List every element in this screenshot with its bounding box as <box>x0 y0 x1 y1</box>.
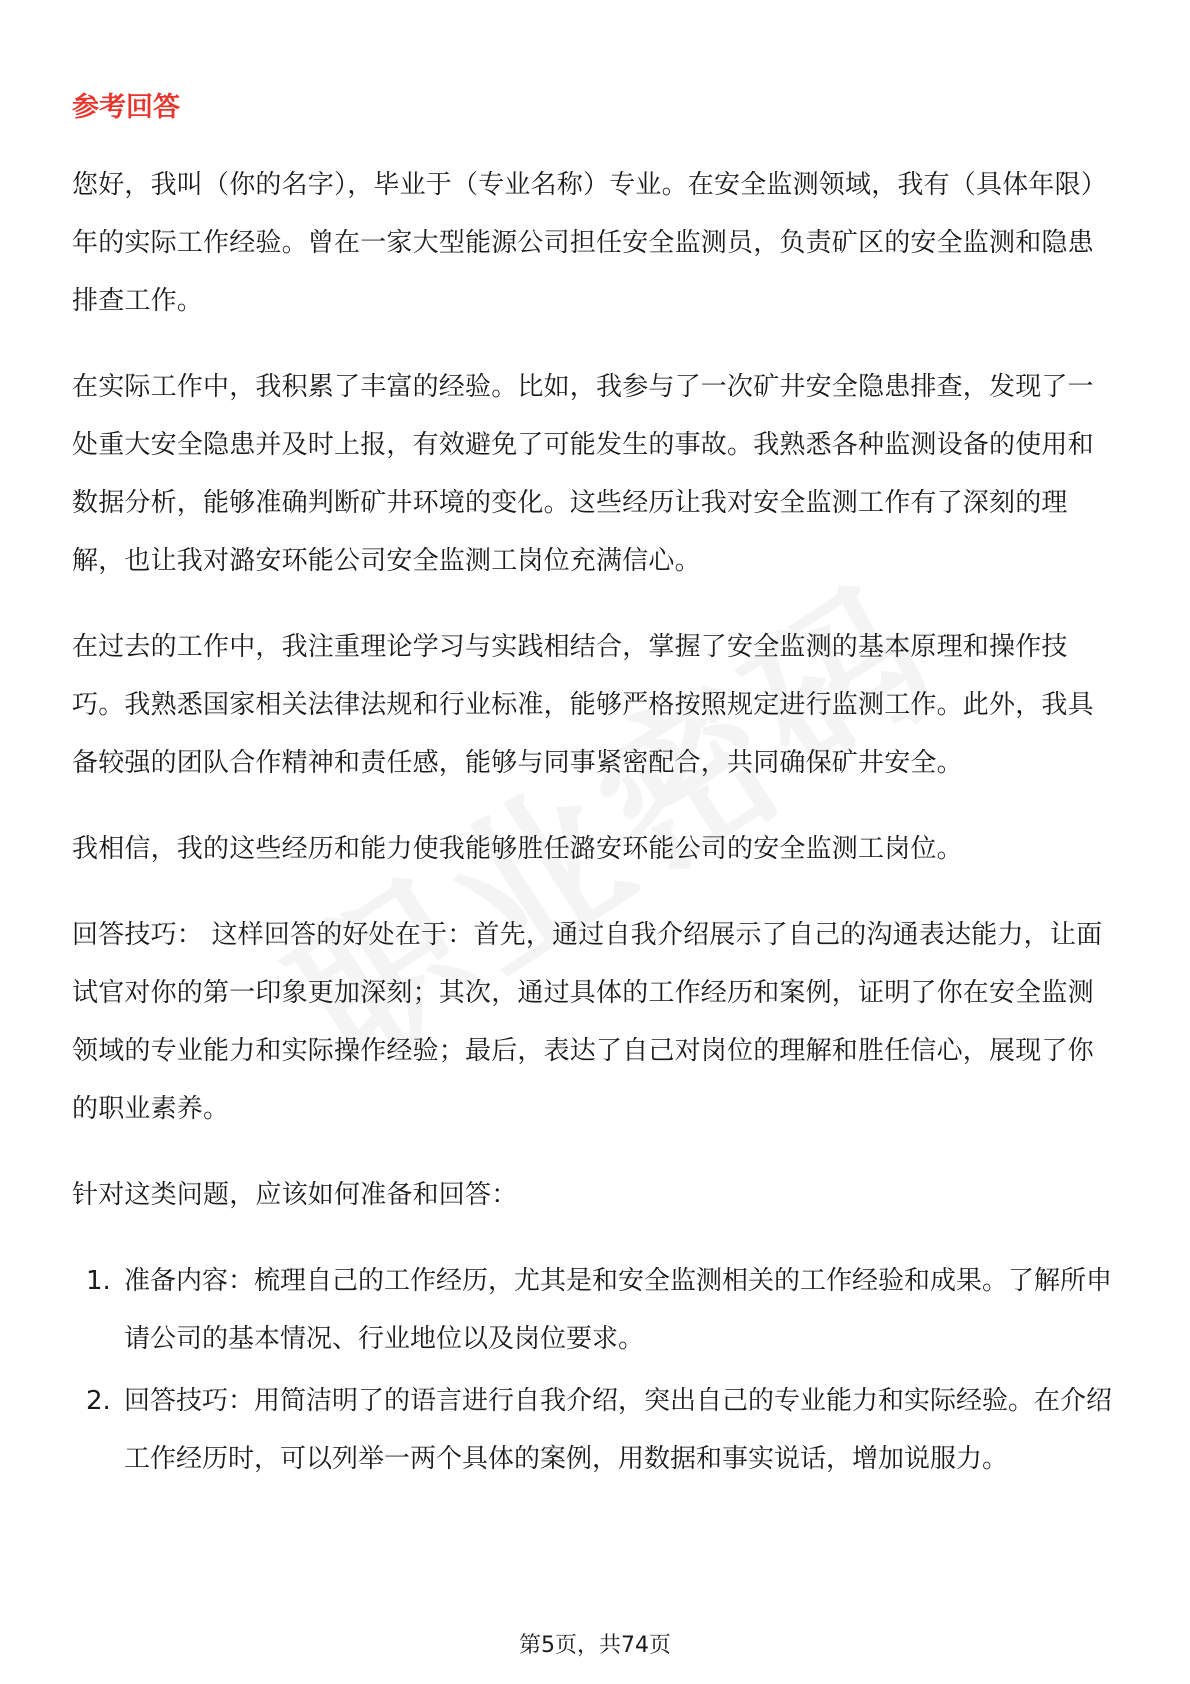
paragraph-experience: 在实际工作中，我积累了丰富的经验。比如，我参与了一次矿井安全隐患排查，发现了一处重大安全隐患并及时上报，有效避免了可能发生的事故。我熟悉各种监测设备的使用和数据分析，能够准确判断矿井环境的变化。这些经历让我对安全监测工作有了深刻的理解，也让我对潞安环能公司安全监测工岗位充满信心。 <box>72 372 1094 576</box>
list-item <box>72 1372 1118 1488</box>
paragraph-intro: 您好，我叫（你的名字），毕业于（专业名称）专业。在安全监测领域，我有（具体年限）年的实际工作经验。曾在一家大型能源公司担任安全监测员，负责矿区的安全监测和隐患排查工作。 <box>72 170 1108 316</box>
paragraph-list-intro: 针对这类问题，应该如何准备和回答： <box>72 1180 518 1210</box>
paragraph-tips: 回答技巧： 这样回答的好处在于：首先，通过自我介绍展示了自己的沟通表达能力，让面试官对你的第一印象更加深刻；其次，通过具体的工作经历和案例，证明了你在安全监测领域的专业能力和实际操作经验；最后，表达了自己对岗位的理解和胜任信心，展现了你的职业素养。 <box>72 920 1103 1124</box>
list-item-text: 准备内容：梳理自己的工作经历，尤其是和安全监测相关的工作经验和成果。了解所申请公司的基本情况、行业地位以及岗位要求。 <box>124 1266 1113 1354</box>
list-number: 1. <box>86 1266 111 1296</box>
paragraph-skills: 在过去的工作中，我注重理论学习与实践相结合，掌握了安全监测的基本原理和操作技巧。我熟悉国家相关法律法规和行业标准，能够严格按照规定进行监测工作。此外，我具备较强的团队合作精神和责任感，能够与同事紧密配合，共同确保矿井安全。 <box>72 632 1094 778</box>
paragraph-conclusion: 我相信，我的这些经历和能力使我能够胜任潞安环能公司的安全监测工岗位。 <box>72 834 963 864</box>
list-item-text: 回答技巧：用简洁明了的语言进行自我介绍，突出自己的专业能力和实际经验。在介绍工作经历时，可以列举一两个具体的案例，用数据和事实说话，增加说服力。 <box>124 1386 1113 1474</box>
list-number: 2. <box>86 1386 111 1416</box>
list-item <box>72 1252 1118 1368</box>
preparation-list <box>72 1252 1118 1488</box>
section-heading: 参考回答 <box>72 92 180 123</box>
page-footer: 第5页，共74页 <box>519 1633 671 1658</box>
page-content <box>72 88 1118 1492</box>
